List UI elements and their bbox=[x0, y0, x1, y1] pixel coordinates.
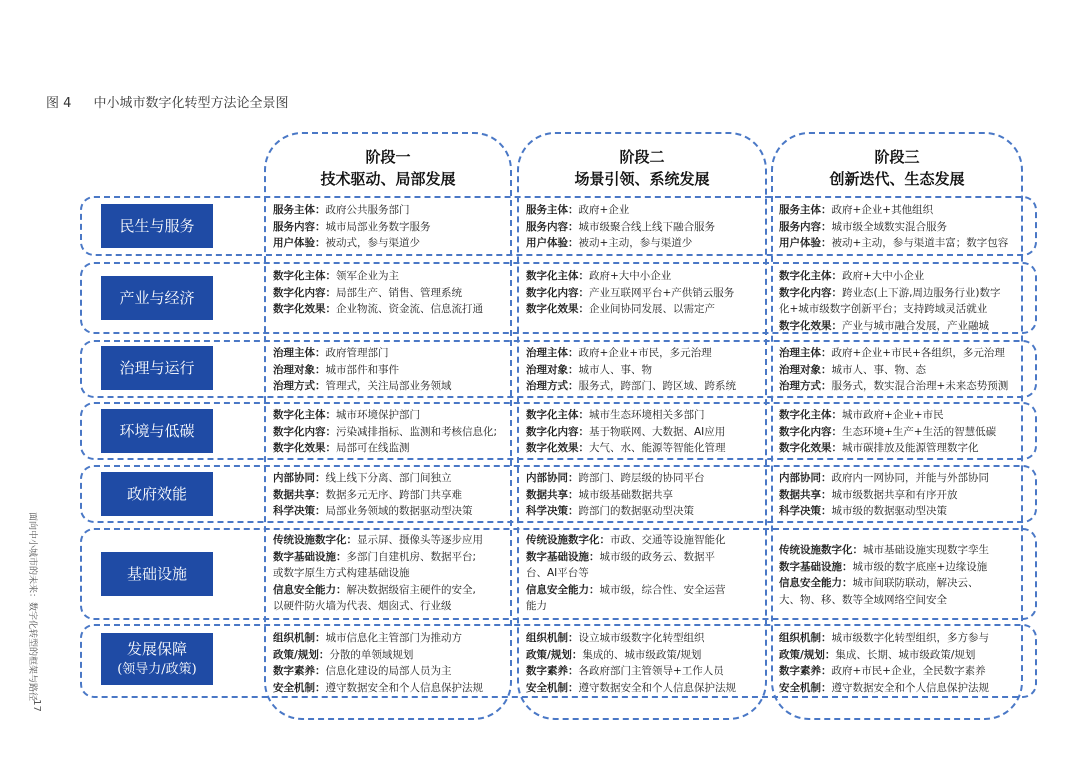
row-label-guarantee bbox=[101, 633, 213, 685]
cell-line-value: 以硬件防火墙为代表、烟囱式、行业级 bbox=[273, 600, 452, 613]
cell-line-value: 局部生产、销售、管理系统 bbox=[336, 286, 462, 299]
cell-line-key: 数字化效果： bbox=[526, 442, 589, 455]
cell-line-key: 数字基础设施： bbox=[273, 550, 347, 563]
cell-line-value: 集成、长期、城市级政策/规划 bbox=[835, 648, 976, 661]
cell-line-value: 各政府部门主管领导+工作人员 bbox=[578, 665, 724, 678]
cell-line bbox=[526, 362, 764, 379]
cell-line bbox=[273, 362, 509, 379]
cell-line-value: 大气、水、能源等智能化管理 bbox=[589, 442, 726, 455]
cell-line-key: 数字基础设施： bbox=[526, 550, 600, 563]
cell-line-value: 政府管理部门 bbox=[325, 347, 389, 359]
cell-r1-stage2 bbox=[526, 202, 764, 252]
cell-line bbox=[526, 582, 764, 599]
cell-line bbox=[526, 407, 764, 424]
cell-line-key: 治理主体： bbox=[779, 347, 832, 359]
cell-r7-stage2 bbox=[526, 630, 764, 696]
cell-line bbox=[273, 470, 509, 487]
cell-line-key: 服务内容： bbox=[526, 220, 579, 233]
cell-line-key: 内部协同： bbox=[779, 472, 832, 484]
cell-line-value: 城市级基础数据共享 bbox=[578, 488, 673, 501]
cell-line bbox=[273, 565, 509, 582]
cell-line bbox=[273, 345, 509, 362]
cell-line bbox=[273, 630, 509, 647]
cell-r1-stage1 bbox=[273, 202, 509, 252]
cell-line-key: 科学决策： bbox=[779, 505, 832, 518]
cell-r6-stage1 bbox=[273, 532, 509, 615]
cell-line-key: 治理对象： bbox=[273, 363, 326, 376]
cell-line bbox=[779, 219, 1019, 236]
cell-line-value: 城市基础设施实现数字孪生 bbox=[863, 544, 989, 556]
cell-line-key: 安全机制： bbox=[273, 681, 326, 694]
cell-line-value: 城市人、事、物、态 bbox=[831, 363, 926, 376]
cell-line-key: 数字化内容： bbox=[779, 425, 842, 438]
cell-line-value: 设立城市级数字化转型组织 bbox=[578, 632, 705, 644]
cell-line-key: 数字化效果： bbox=[273, 303, 336, 316]
cell-line-key: 数据共享： bbox=[273, 488, 326, 501]
cell-line-value: 生态环境+生产+生活的智慧低碳 bbox=[842, 425, 997, 438]
cell-line-key: 服务内容： bbox=[273, 220, 326, 233]
cell-line bbox=[273, 268, 509, 285]
cell-r3-stage2 bbox=[526, 345, 764, 395]
cell-r5-stage2 bbox=[526, 470, 764, 520]
cell-line bbox=[779, 575, 1019, 592]
cell-line-value: 线上线下分离、部门间独立 bbox=[325, 472, 452, 484]
cell-line-key: 服务主体： bbox=[779, 204, 832, 216]
cell-line-value: 跨部门的数据驱动型决策 bbox=[578, 505, 694, 518]
cell-line-key: 治理主体： bbox=[273, 347, 326, 359]
page-number: 17 bbox=[30, 699, 42, 712]
cell-line bbox=[779, 487, 1019, 504]
cell-line bbox=[526, 503, 764, 520]
cell-line bbox=[526, 470, 764, 487]
cell-line bbox=[526, 680, 764, 697]
cell-line-value: 服务式，跨部门、跨区域、跨系统 bbox=[578, 380, 736, 393]
cell-line-value: 分散的单领域规划 bbox=[329, 648, 414, 661]
cell-line bbox=[779, 407, 1019, 424]
cell-line-key: 组织机制： bbox=[526, 632, 579, 644]
cell-line bbox=[526, 440, 764, 457]
cell-line-value: 企业物流、资金流、信息流打通 bbox=[336, 303, 483, 316]
cell-line bbox=[779, 647, 1019, 664]
cell-line bbox=[779, 202, 1019, 219]
cell-line-key: 治理主体： bbox=[526, 347, 579, 359]
cell-line bbox=[779, 680, 1019, 697]
cell-line-value: 城市级全域数实混合服务 bbox=[831, 220, 947, 233]
cell-line-key: 治理对象： bbox=[526, 363, 579, 376]
cell-r4-stage2 bbox=[526, 407, 764, 457]
cell-line-value: 服务式，数实混合治理+未来态势预测 bbox=[831, 380, 1009, 393]
cell-line-value: 能力 bbox=[526, 600, 547, 613]
cell-line-value: 或数字原生方式构建基础设施 bbox=[273, 567, 410, 580]
cell-line-value: 遵守数据安全和个人信息保护法规 bbox=[578, 681, 736, 694]
cell-r3-stage3 bbox=[779, 345, 1019, 395]
cell-line bbox=[273, 235, 509, 252]
cell-line bbox=[273, 598, 509, 615]
cell-line bbox=[526, 532, 764, 549]
cell-line bbox=[526, 549, 764, 566]
cell-line-key: 数字化效果： bbox=[273, 442, 336, 455]
cell-line bbox=[779, 301, 1019, 318]
cell-r6-stage2 bbox=[526, 532, 764, 615]
cell-line bbox=[273, 202, 509, 219]
cell-r5-stage1 bbox=[273, 470, 509, 520]
cell-line bbox=[779, 503, 1019, 520]
cell-line-value: 被动+主动，参与渠道丰富；数字包容 bbox=[831, 237, 1009, 250]
cell-line-value: 城市信息化主管部门为推动方 bbox=[325, 632, 462, 644]
cell-line-key: 数字化效果： bbox=[779, 442, 842, 455]
cell-line-key: 内部协同： bbox=[273, 472, 326, 484]
cell-line-value: 城市间联防联动，解决云、 bbox=[852, 577, 979, 590]
cell-line-key: 安全机制： bbox=[526, 681, 579, 694]
cell-line-value: 城市碳排放及能源管理数字化 bbox=[842, 442, 979, 455]
row-label-infrastructure bbox=[101, 552, 213, 596]
cell-line-key: 数据共享： bbox=[779, 488, 832, 501]
cell-r4-stage1 bbox=[273, 407, 509, 457]
cell-line-value: 城市部件和事件 bbox=[325, 363, 399, 376]
cell-line-value: 城市生态环境相关多部门 bbox=[589, 409, 705, 421]
figure-number: 图 4 bbox=[46, 96, 72, 111]
cell-line bbox=[779, 542, 1019, 559]
cell-line bbox=[526, 219, 764, 236]
cell-line-value: 企业间协同发展、以需定产 bbox=[589, 303, 715, 316]
cell-line-key: 数字化主体： bbox=[273, 409, 336, 421]
cell-line-value: 城市级的数字底座+边缘设施 bbox=[852, 560, 988, 573]
cell-line-key: 数字基础设施： bbox=[779, 560, 853, 573]
cell-line-value: 化+城市级数字创新平台；支持跨域灵活就业 bbox=[779, 303, 988, 316]
cell-line-value: 产业与城市融合发展，产业融城 bbox=[842, 319, 989, 332]
cell-line-value: 多部门自建机房、数据平台; bbox=[346, 550, 477, 563]
row-label-text: 政府效能 bbox=[126, 485, 187, 503]
cell-line-value: 遵守数据安全和个人信息保护法规 bbox=[325, 681, 483, 694]
cell-line bbox=[526, 647, 764, 664]
cell-line-value: 产业互联网平台+产供销云服务 bbox=[589, 286, 735, 299]
cell-line-value: 数据多元无序、跨部门共享难 bbox=[325, 488, 462, 501]
cell-line-key: 内部协同： bbox=[526, 472, 579, 484]
cell-line-value: 跨业态(上下游,周边服务行业)数字 bbox=[842, 286, 1001, 299]
cell-line bbox=[526, 301, 764, 318]
cell-line bbox=[779, 268, 1019, 285]
cell-line-value: 城市人、事、物 bbox=[578, 363, 652, 376]
cell-line-key: 信息安全能力： bbox=[273, 583, 347, 596]
cell-line-key: 数字化内容： bbox=[526, 286, 589, 299]
cell-line bbox=[526, 285, 764, 302]
cell-line-value: 管理式，关注局部业务领域 bbox=[325, 380, 452, 393]
cell-line-value: 集成的、城市级政策/规划 bbox=[582, 648, 702, 661]
cell-line bbox=[526, 235, 764, 252]
cell-line bbox=[526, 630, 764, 647]
cell-line-value: 政府+大中小企业 bbox=[589, 270, 672, 282]
row-label-text: 民生与服务 bbox=[119, 217, 195, 235]
cell-line-key: 用户体验： bbox=[273, 237, 326, 250]
cell-line bbox=[779, 285, 1019, 302]
cell-line-value: 政府+企业+其他组织 bbox=[831, 204, 934, 216]
cell-line bbox=[526, 378, 764, 395]
row-label-text: 治理与运行 bbox=[119, 359, 195, 377]
cell-line-key: 政策/规划： bbox=[526, 648, 583, 661]
figure-title: 中小城市数字化转型方法论全景图 bbox=[93, 96, 289, 111]
cell-line bbox=[526, 424, 764, 441]
cell-line-value: 领军企业为主 bbox=[336, 270, 399, 282]
cell-line-key: 传统设施数字化： bbox=[273, 534, 357, 546]
cell-line bbox=[273, 663, 509, 680]
cell-line bbox=[779, 378, 1019, 395]
cell-line-value: 城市级，综合性、安全运营 bbox=[599, 583, 726, 596]
cell-r6-stage3 bbox=[779, 542, 1019, 608]
cell-line-value: 城市级数字化转型组织，多方参与 bbox=[831, 632, 989, 644]
row-label-industry bbox=[101, 276, 213, 320]
cell-line-key: 信息安全能力： bbox=[526, 583, 600, 596]
cell-line-value: 跨部门、跨层级的协同平台 bbox=[578, 472, 705, 484]
cell-line bbox=[273, 647, 509, 664]
cell-r2-stage1 bbox=[273, 268, 509, 318]
stage-3-name: 阶段三 bbox=[874, 148, 920, 166]
cell-line-value: 城市级的政务云、数据平 bbox=[599, 550, 715, 563]
cell-line-value: 城市局部业务数字服务 bbox=[325, 220, 431, 233]
cell-line-value: 基于物联网、大数据、AI应用 bbox=[589, 425, 726, 438]
cell-r3-stage1 bbox=[273, 345, 509, 395]
cell-line-key: 用户体验： bbox=[779, 237, 832, 250]
cell-line-key: 治理方式： bbox=[273, 380, 326, 393]
cell-line-value: 城市级的数据驱动型决策 bbox=[831, 505, 947, 518]
cell-line bbox=[526, 202, 764, 219]
cell-line-value: 城市级数据共享和有序开放 bbox=[831, 488, 958, 501]
cell-line-value: 信息化建设的局部人员为主 bbox=[325, 665, 452, 678]
cell-line-key: 用户体验： bbox=[526, 237, 579, 250]
stage-2-header bbox=[517, 146, 767, 190]
cell-line-key: 治理方式： bbox=[526, 380, 579, 393]
cell-line-key: 服务主体： bbox=[526, 204, 579, 216]
cell-line-value: 城市环境保护部门 bbox=[336, 409, 420, 421]
cell-line bbox=[779, 318, 1019, 335]
cell-line-key: 数字素养： bbox=[779, 665, 832, 678]
cell-line-value: 台、AI平台等 bbox=[526, 567, 589, 580]
cell-line bbox=[779, 663, 1019, 680]
cell-line-value: 政府+企业+市民+各组织，多元治理 bbox=[831, 347, 1005, 359]
cell-line bbox=[779, 630, 1019, 647]
stage-3-subtitle: 创新迭代、生态发展 bbox=[829, 170, 965, 188]
row-label-environment bbox=[101, 409, 213, 453]
cell-line-key: 数字素养： bbox=[526, 665, 579, 678]
cell-line-key: 数字化内容： bbox=[273, 286, 336, 299]
cell-r7-stage1 bbox=[273, 630, 509, 696]
row-label-text: 产业与经济 bbox=[119, 289, 195, 307]
row-label-livelihood bbox=[101, 204, 213, 248]
cell-line bbox=[273, 407, 509, 424]
cell-line-key: 治理对象： bbox=[779, 363, 832, 376]
cell-line-value: 局部业务领域的数据驱动型决策 bbox=[325, 505, 473, 518]
cell-line-value: 大、物、移、数等全域网络空间安全 bbox=[779, 593, 947, 606]
cell-line-key: 数字化内容： bbox=[779, 286, 842, 299]
cell-line-key: 数字化主体： bbox=[779, 270, 842, 282]
cell-line bbox=[273, 582, 509, 599]
cell-line-value: 城市政府+企业+市民 bbox=[842, 409, 944, 421]
cell-line-value: 政府公共服务部门 bbox=[325, 204, 410, 216]
cell-line-value: 污染减排指标、监测和考核信息化; bbox=[336, 425, 498, 438]
cell-line bbox=[273, 219, 509, 236]
cell-line-key: 服务主体： bbox=[273, 204, 326, 216]
cell-line bbox=[779, 440, 1019, 457]
cell-line bbox=[273, 680, 509, 697]
cell-line-key: 数字化主体： bbox=[779, 409, 842, 421]
cell-r7-stage3 bbox=[779, 630, 1019, 696]
row-label-text: 发展保障 bbox=[126, 640, 187, 658]
side-running-title: 面向中小城市的未来：数字化转型的框架与路径 bbox=[27, 512, 37, 702]
cell-line-key: 政策/规划： bbox=[273, 648, 330, 661]
cell-line-value: 解决数据级宿主硬件的安全, bbox=[346, 583, 476, 596]
cell-line-key: 数字化主体： bbox=[273, 270, 336, 282]
cell-line-value: 被动式，参与渠道少 bbox=[325, 237, 420, 250]
cell-line-value: 被动+主动，参与渠道少 bbox=[578, 237, 693, 250]
cell-r2-stage3 bbox=[779, 268, 1019, 334]
cell-line-value: 政府+企业 bbox=[578, 204, 630, 216]
cell-line bbox=[779, 559, 1019, 576]
cell-line-value: 政府+企业+市民，多元治理 bbox=[578, 347, 712, 359]
cell-line bbox=[779, 470, 1019, 487]
cell-line-key: 组织机制： bbox=[273, 632, 326, 644]
cell-line bbox=[526, 345, 764, 362]
stage-3-header bbox=[771, 146, 1023, 190]
cell-line-key: 数字素养： bbox=[273, 665, 326, 678]
cell-line bbox=[526, 663, 764, 680]
cell-line bbox=[273, 440, 509, 457]
cell-line-value: 局部可在线监测 bbox=[336, 442, 410, 455]
cell-r5-stage3 bbox=[779, 470, 1019, 520]
cell-line-value: 遵守数据安全和个人信息保护法规 bbox=[831, 681, 989, 694]
cell-line bbox=[273, 487, 509, 504]
row-label-text: 基础设施 bbox=[126, 565, 187, 583]
figure-caption bbox=[46, 92, 289, 111]
cell-line bbox=[273, 301, 509, 318]
cell-line-key: 数字化效果： bbox=[779, 319, 842, 332]
cell-line bbox=[273, 532, 509, 549]
cell-line bbox=[779, 345, 1019, 362]
cell-line-key: 数字化主体： bbox=[526, 409, 589, 421]
cell-line bbox=[526, 598, 764, 615]
cell-line-key: 数字化内容： bbox=[526, 425, 589, 438]
cell-line bbox=[526, 268, 764, 285]
cell-line-key: 数字化效果： bbox=[526, 303, 589, 316]
cell-line-key: 数字化内容： bbox=[273, 425, 336, 438]
cell-line-value: 市政、交通等设施智能化 bbox=[610, 534, 726, 546]
cell-r1-stage3 bbox=[779, 202, 1019, 252]
cell-line bbox=[273, 503, 509, 520]
cell-line-key: 安全机制： bbox=[779, 681, 832, 694]
cell-line bbox=[273, 285, 509, 302]
cell-line bbox=[779, 362, 1019, 379]
cell-line bbox=[779, 592, 1019, 609]
cell-line bbox=[526, 487, 764, 504]
row-sublabel-text: (领导力/政策) bbox=[117, 662, 197, 677]
cell-line-key: 服务内容： bbox=[779, 220, 832, 233]
cell-line-key: 信息安全能力： bbox=[779, 577, 853, 590]
cell-r4-stage3 bbox=[779, 407, 1019, 457]
cell-line-value: 显示屏、摄像头等逐步应用 bbox=[357, 534, 483, 546]
cell-line-key: 政策/规划： bbox=[779, 648, 836, 661]
cell-line-key: 组织机制： bbox=[779, 632, 832, 644]
cell-line bbox=[779, 235, 1019, 252]
stage-2-subtitle: 场景引领、系统发展 bbox=[574, 170, 710, 188]
cell-line-key: 数字化主体： bbox=[526, 270, 589, 282]
stage-1-header bbox=[264, 146, 512, 190]
cell-line-value: 政府+大中小企业 bbox=[842, 270, 925, 282]
row-label-governance bbox=[101, 346, 213, 390]
cell-r2-stage2 bbox=[526, 268, 764, 318]
cell-line bbox=[273, 549, 509, 566]
stage-2-name: 阶段二 bbox=[619, 148, 665, 166]
cell-line-key: 科学决策： bbox=[273, 505, 326, 518]
cell-line-value: 政府+市民+企业，全民数字素养 bbox=[831, 665, 986, 678]
cell-line-value: 政府内一网协同，并能与外部协同 bbox=[831, 472, 989, 484]
cell-line bbox=[779, 424, 1019, 441]
cell-line-key: 传统设施数字化： bbox=[779, 544, 863, 556]
cell-line-key: 传统设施数字化： bbox=[526, 534, 610, 546]
cell-line-key: 科学决策： bbox=[526, 505, 579, 518]
cell-line bbox=[273, 424, 509, 441]
cell-line-key: 数据共享： bbox=[526, 488, 579, 501]
cell-line bbox=[526, 565, 764, 582]
cell-line-value: 城市级聚合线上线下融合服务 bbox=[578, 220, 715, 233]
cell-line bbox=[273, 378, 509, 395]
row-label-text: 环境与低碳 bbox=[119, 422, 195, 440]
stage-1-subtitle: 技术驱动、局部发展 bbox=[320, 170, 456, 188]
cell-line-key: 治理方式： bbox=[779, 380, 832, 393]
stage-1-name: 阶段一 bbox=[365, 148, 411, 166]
row-label-government bbox=[101, 472, 213, 516]
